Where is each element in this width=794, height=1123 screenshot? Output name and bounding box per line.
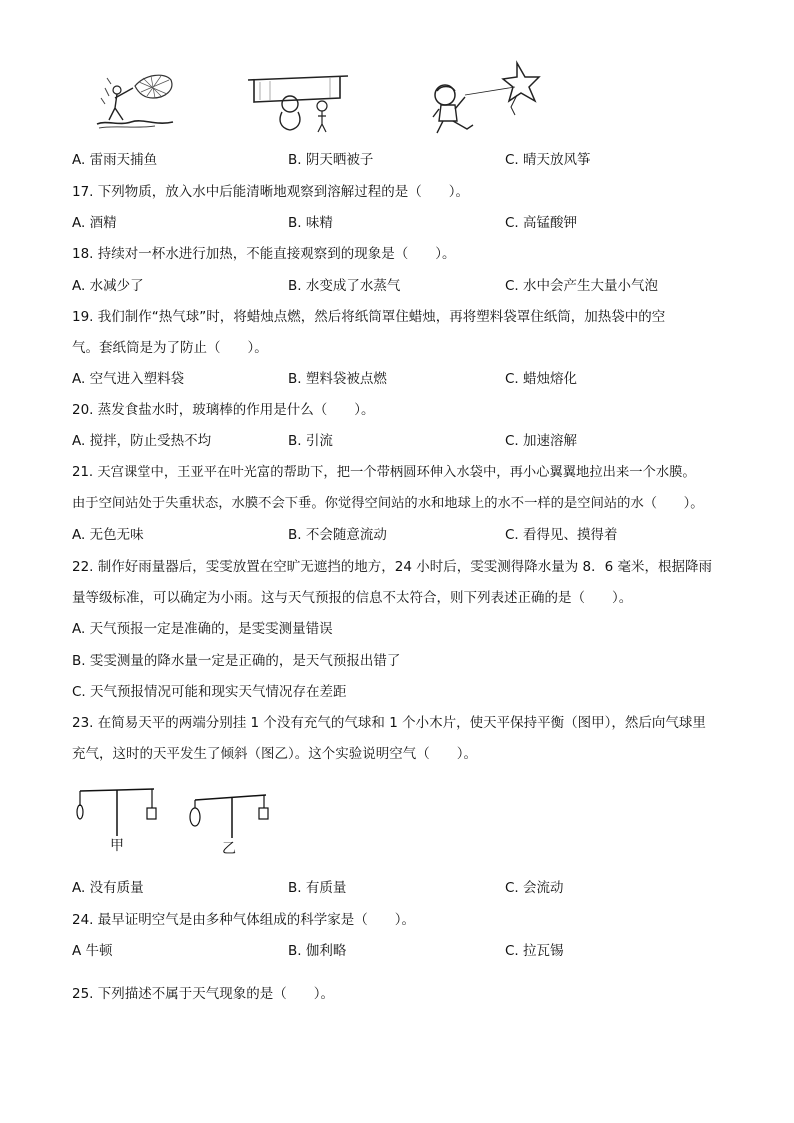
q23-option-b[interactable]: B. 有质量 <box>288 880 347 896</box>
q18-option-a[interactable]: A. 水减少了 <box>72 278 144 294</box>
q22-option-c[interactable]: C. 天气预报情况可能和现实天气情况存在差距 <box>72 684 347 700</box>
q19-option-a[interactable]: A. 空气进入塑料袋 <box>72 371 185 387</box>
fishing-in-storm-illustration <box>95 68 175 130</box>
q16-option-c[interactable]: C. 晴天放风筝 <box>505 152 591 168</box>
q20-option-c[interactable]: C. 加速溶解 <box>505 433 578 449</box>
q22-stem-line2: 量等级标准，可以确定为小雨。这与天气预报的信息不太符合，则下列表述正确的是（ ）。 <box>72 590 633 606</box>
figure-label-yi: 乙 <box>222 841 236 857</box>
q23-option-c[interactable]: C. 会流动 <box>505 880 564 896</box>
q17-option-c[interactable]: C. 高锰酸钾 <box>505 215 578 231</box>
q19-stem-line2: 气。套纸筒是为了防止（ ）。 <box>72 340 268 356</box>
q19-option-b[interactable]: B. 塑料袋被点燃 <box>288 371 387 387</box>
q24-option-b[interactable]: B. 伽利略 <box>288 943 347 959</box>
q18-stem: 18. 持续对一杯水进行加热，不能直接观察到的现象是（ ）。 <box>72 246 456 262</box>
q20-stem: 20. 蒸发食盐水时，玻璃棒的作用是什么（ ）。 <box>72 402 375 418</box>
q22-option-b[interactable]: B. 雯雯测量的降水量一定是正确的，是天气预报出错了 <box>72 653 401 669</box>
q25-stem: 25. 下列描述不属于天气现象的是（ ）。 <box>72 986 335 1002</box>
q19-stem-line1: 19. 我们制作“热气球”时，将蜡烛点燃，然后将纸筒罩住蜡烛，再将塑料袋罩住纸筒，加热袋中的空 <box>72 309 666 325</box>
q21-stem-line1: 21. 天宫课堂中，王亚平在叶光富的帮助下，把一个带柄圆环伸入水袋中，再小心翼翼地拉出来一个水膜。 <box>72 465 696 480</box>
flying-kite-illustration <box>425 55 545 135</box>
q22-stem-line1: 22. 制作好雨量器后，雯雯放置在空旷无遮挡的地方，24 小时后，雯雯测得降水量为 8．6 毫米，根据降雨 <box>72 559 712 575</box>
q23-option-a[interactable]: A. 没有质量 <box>72 880 144 896</box>
q21-stem-line2: 由于空间站处于失重状态，水膜不会下垂。你觉得空间站的水和地球上的水不一样的是空间站的水（ ）。 <box>72 496 704 511</box>
q23-stem-line1: 23. 在简易天平的两端分别挂 1 个没有充气的气球和 1 个小木片，使天平保持平衡（图甲），然后向气球里 <box>72 715 706 731</box>
q21-option-a[interactable]: A. 无色无味 <box>72 527 144 543</box>
q17-option-b[interactable]: B. 味精 <box>288 215 333 231</box>
q19-option-c[interactable]: C. 蜡烛熔化 <box>505 371 578 387</box>
q20-option-b[interactable]: B. 引流 <box>288 433 333 449</box>
q17-option-a[interactable]: A. 酒精 <box>72 215 117 231</box>
q16-option-a[interactable]: A. 雷雨天捕鱼 <box>72 152 158 168</box>
q20-option-a[interactable]: A. 搅拌，防止受热不均 <box>72 433 212 449</box>
q16-option-b[interactable]: B. 阴天晒被子 <box>288 152 374 168</box>
q23-stem-line2: 充气，这时的天平发生了倾斜（图乙）。这个实验说明空气（ ）。 <box>72 746 477 762</box>
drying-quilt-illustration <box>240 72 352 134</box>
q22-option-a[interactable]: A. 天气预报一定是准确的，是雯雯测量错误 <box>72 621 333 637</box>
q18-option-b[interactable]: B. 水变成了水蒸气 <box>288 278 401 294</box>
figure-label-jia: 甲 <box>110 838 124 854</box>
q17-stem: 17. 下列物质，放入水中后能清晰地观察到溶解过程的是（ ）。 <box>72 184 470 200</box>
q21-option-b[interactable]: B. 不会随意流动 <box>288 527 387 543</box>
q24-option-a[interactable]: A 牛顿 <box>72 943 113 959</box>
q24-stem: 24. 最早证明空气是由多种气体组成的科学家是（ ）。 <box>72 912 416 928</box>
q18-option-c[interactable]: C. 水中会产生大量小气泡 <box>505 278 659 294</box>
q21-option-c[interactable]: C. 看得见、摸得着 <box>505 527 618 543</box>
q24-option-c[interactable]: C. 拉瓦锡 <box>505 943 564 959</box>
